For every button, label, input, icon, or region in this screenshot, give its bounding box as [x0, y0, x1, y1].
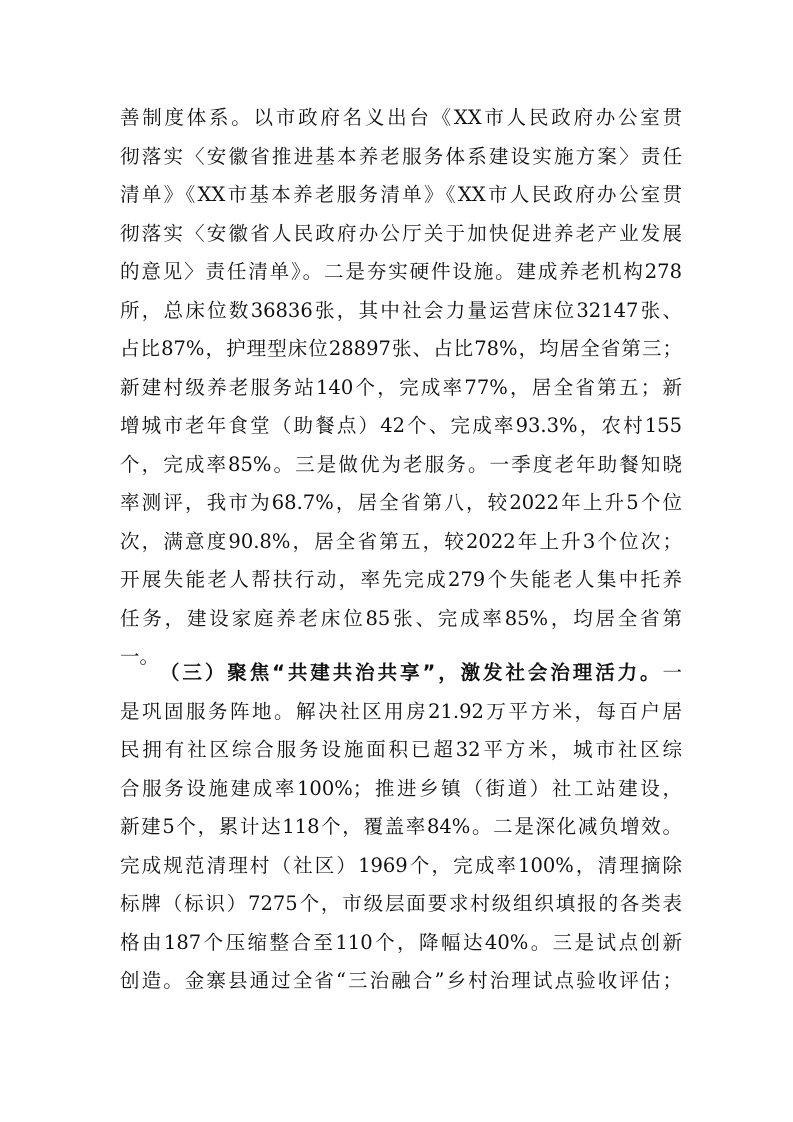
text-line: 任务，建设家庭养老床位85张、完成率85%，均居全省第 — [120, 606, 682, 630]
text-line: 次，满意度90.8%，居全省第五，较2022年上升3个位次； — [120, 529, 682, 553]
text-line: 创造。金寨县通过全省“三治融合”乡村治理试点验收评估； — [120, 969, 682, 992]
text-line: 标牌（标识）7275个，市级层面要求村级组织填报的各类表 — [120, 892, 682, 915]
text-line: 占比87%，护理型床位28897张、占比78%，均居全省第三； — [120, 337, 682, 360]
text-line: 彻落实〈安徽省人民政府办公厅关于加快促进养老产业发展 — [120, 221, 682, 245]
text-line: 开展失能老人帮扶行动，率先完成279个失能老人集中托养 — [120, 568, 682, 591]
text-line: 民拥有社区综合服务设施面积已超32平方米，城市社区综 — [120, 738, 682, 761]
paragraph-social-governance — [120, 654, 682, 1001]
section-heading: （三）聚焦“共建共治共享”，激发社会治理活力。 — [160, 661, 663, 684]
text-line: 是巩固服务阵地。解决社区用房21.92万平方米，每百户居 — [120, 699, 682, 723]
text-line: 清单》《XX市基本养老服务清单》《XX市人民政府办公室贯 — [120, 183, 682, 206]
text-line: 善制度体系。以市政府名义出台《XX市人民政府办公室贯 — [120, 106, 682, 129]
text-line: 新建5个，累计达118个，覆盖率84%。二是深化减负增效。 — [120, 815, 682, 838]
text-line: 率测评，我市为68.7%，居全省第八，较2022年上升5个位 — [120, 491, 682, 514]
text-line: 增城市老年食堂（助餐点）42个、完成率93.3%，农村155 — [120, 414, 682, 437]
text-line: 的意见〉责任清单》。二是夯实硬件设施。建成养老机构278 — [120, 260, 682, 283]
text-line: 合服务设施建成率100%；推进乡镇（街道）社工站建设， — [120, 776, 682, 800]
text-line: 个，完成率85%。三是做优为老服务。一季度老年助餐知晓 — [120, 452, 682, 476]
text-line: 一。 — [120, 645, 160, 668]
paragraph-elderly-services — [120, 99, 682, 677]
section-heading-line — [120, 654, 682, 693]
text-fragment: 一 — [662, 661, 682, 684]
text-line: 新建村级养老服务站140个，完成率77%，居全省第五；新 — [120, 375, 682, 399]
text-line: 所，总床位数36836张，其中社会力量运营床位32147张、 — [120, 298, 682, 322]
text-line: 格由187个压缩整合至110个，降幅达40%。三是试点创新 — [120, 930, 682, 954]
text-line: 完成规范清理村（社区）1969个，完成率100%，清理摘除 — [120, 853, 682, 877]
text-line: 彻落实〈安徽省推进基本养老服务体系建设实施方案〉责任 — [120, 144, 682, 168]
